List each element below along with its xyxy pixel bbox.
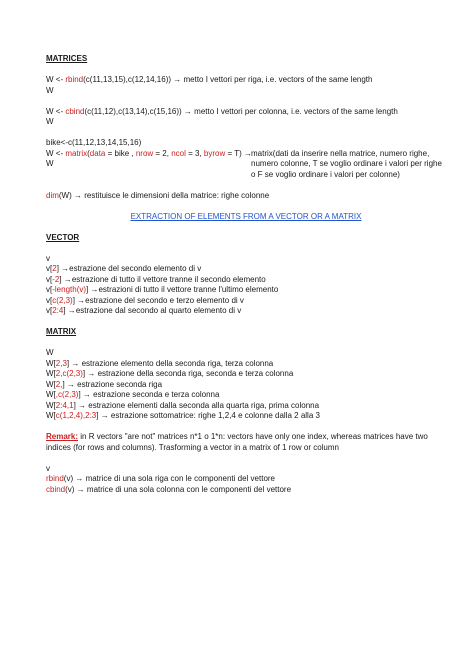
example-description: estrazione di tutto il vettore tranne il secondo elemento [71,274,266,284]
remark-text: in R vectors "are not" matrices n*1 o 1*n: vectors have only one index, whereas matrices have two indices (for rows and columns). Trasforming a vector in a matrix of 1 row or column [46,432,428,452]
index-close-arrow: ] → [82,369,98,378]
arg-ncol-value: = 3, [185,148,204,158]
matrix-heading: MATRIX [46,327,77,336]
matrix-call-block [46,149,446,181]
matrix-output: W [46,159,54,168]
matrix-example-line [46,380,446,391]
matrix-call-line [46,149,251,160]
index-close-arrow: ] → [56,264,70,273]
vector-example-line [46,275,446,286]
cbind-args: (v) [65,484,75,494]
document-page [46,54,446,495]
rbind-description: → metto I vettori per riga, i.e. vectors of the same length [171,75,373,84]
example-description: estrazione della seconda riga, seconda e terza colonna [97,369,294,378]
rbind-function: rbind [65,75,84,84]
matrix-description: matrix(dati da inserire nella matrice, numero righe, numero colonne, T se voglio ordinare i valori per righe o F se voglio ordinare i valori per colonne) [251,148,442,179]
rbind-args: (v) [63,474,74,483]
dim-function: dim [46,190,59,200]
example-description: estrazione del secondo elemento di v [69,264,202,273]
index-close-arrow: ] → [63,306,76,315]
example-description: estrazione elementi dalla seconda alla quarta riga, prima colonna [88,400,320,410]
tail-vector-name: v [46,463,50,473]
example-description: estrazione dal secondo al quarto elemento di v [75,306,242,315]
arg-data-value: = bike , [105,148,136,158]
arg-byrow: byrow [203,148,226,158]
matrices-heading: MATRICES [46,54,88,63]
index-close-arrow: ] → [59,274,72,284]
index-value: c(2,3) [52,295,73,305]
assign-prefix: W <- [46,148,66,158]
index-close-arrow: ] → [66,358,82,368]
remark-paragraph [46,432,446,453]
index-value: 2, [55,379,63,389]
index-open: W[ [46,358,56,368]
arg-nrow: nrow [135,148,154,158]
index-value: -2 [52,274,60,284]
index-close-arrow: ] → [72,295,86,305]
index-close-arrow: ] → [62,379,78,389]
matrix-examples [46,359,446,422]
rbind-function: rbind [46,474,64,483]
index-open: W[ [46,369,56,378]
vector-heading: VECTOR [46,232,80,242]
arg-ncol: ncol [171,148,186,158]
example-description: estrazione sottomatrice: righe 1,2,4 e colonne dalla 2 alla 3 [110,411,320,420]
arg-nrow-value: = 2, [153,148,172,158]
dim-args: (W) [58,190,72,200]
assign-prefix: W <- [46,75,66,84]
index-value: -length(v) [52,285,87,294]
matrix-example-line [46,401,446,412]
index-close-arrow: ] → [96,411,111,420]
index-value: 2:4 [52,306,64,315]
cbind-args: (c(11,12),c(13,14),c(15,16)) [84,106,182,116]
rbind-output: W [46,85,54,95]
vector-example-line [46,264,446,275]
bike-assign-line: bike<-c(11,12,13,14,15,16) [46,138,142,147]
index-value: c(1,2,4),2:3 [55,411,97,420]
index-close-arrow: ] → [86,285,99,294]
matrix-name: W [46,348,54,357]
dim-line [46,191,446,202]
section-title: EXTRACTION OF ELEMENTS FROM A VECTOR OR A MATRIX [130,211,362,221]
vector-example-line [46,306,446,317]
index-open: W[ [46,400,56,410]
tail-cbind-line [46,485,446,496]
vector-examples [46,264,446,317]
cbind-description: → matrice di una sola colonna con le componenti del vettore [74,484,292,494]
index-open: v[ [46,285,53,294]
rbind-description: → matrice di una sola riga con le componenti del vettore [73,474,276,483]
index-open: v[ [46,306,53,315]
matrix-example-line [46,411,446,422]
example-description: estrazione elemento della seconda riga, terza colonna [81,358,274,368]
assign-prefix: W <- [46,106,66,116]
cbind-output: W [46,117,54,126]
index-open: W[ [46,390,56,399]
arg-byrow-value: = T) → [225,148,252,158]
vector-example-line [46,296,446,307]
example-description: estrazione seconda e terza colonna [93,390,220,399]
rbind-line [46,75,446,86]
index-open: W[ [46,379,56,389]
cbind-description: → metto I vettori per colonna, i.e. vectors of the same length [181,106,398,116]
index-value: 2 [52,264,57,273]
vector-example-line [46,285,446,296]
index-close-arrow: ] → [78,390,94,399]
example-description: estrazioni di tutto il vettore tranne l'ultimo elemento [98,285,279,294]
index-open: v[ [46,295,53,305]
index-open: W[ [46,411,56,420]
paren: ( [87,148,90,158]
index-value: ,c(2,3) [55,390,79,399]
rbind-args: (c(11,13,15),c(12,14,16)) [83,75,172,84]
vector-name: v [46,253,50,263]
matrix-example-line [46,359,446,370]
index-value: 2:4,1 [55,400,74,410]
dim-description: → restituisce le dimensioni della matrice: righe colonne [71,190,270,200]
cbind-line [46,107,446,118]
example-description: estrazione seconda riga [77,379,163,389]
cbind-function: cbind [65,106,85,116]
index-value: 2,c(2,3) [55,369,83,378]
example-description: estrazione del secondo e terzo elemento di v [85,295,244,305]
matrix-example-line [46,369,446,380]
index-close-arrow: ] → [73,400,89,410]
index-open: v[ [46,264,53,273]
cbind-function: cbind [46,484,66,494]
index-open: v[ [46,274,53,284]
matrix-function: matrix [65,148,88,158]
remark-label: Remark: [46,432,79,441]
arg-data: data [89,148,106,158]
matrix-example-line [46,390,446,401]
tail-rbind-line [46,474,446,485]
index-value: 2,3 [55,358,67,368]
